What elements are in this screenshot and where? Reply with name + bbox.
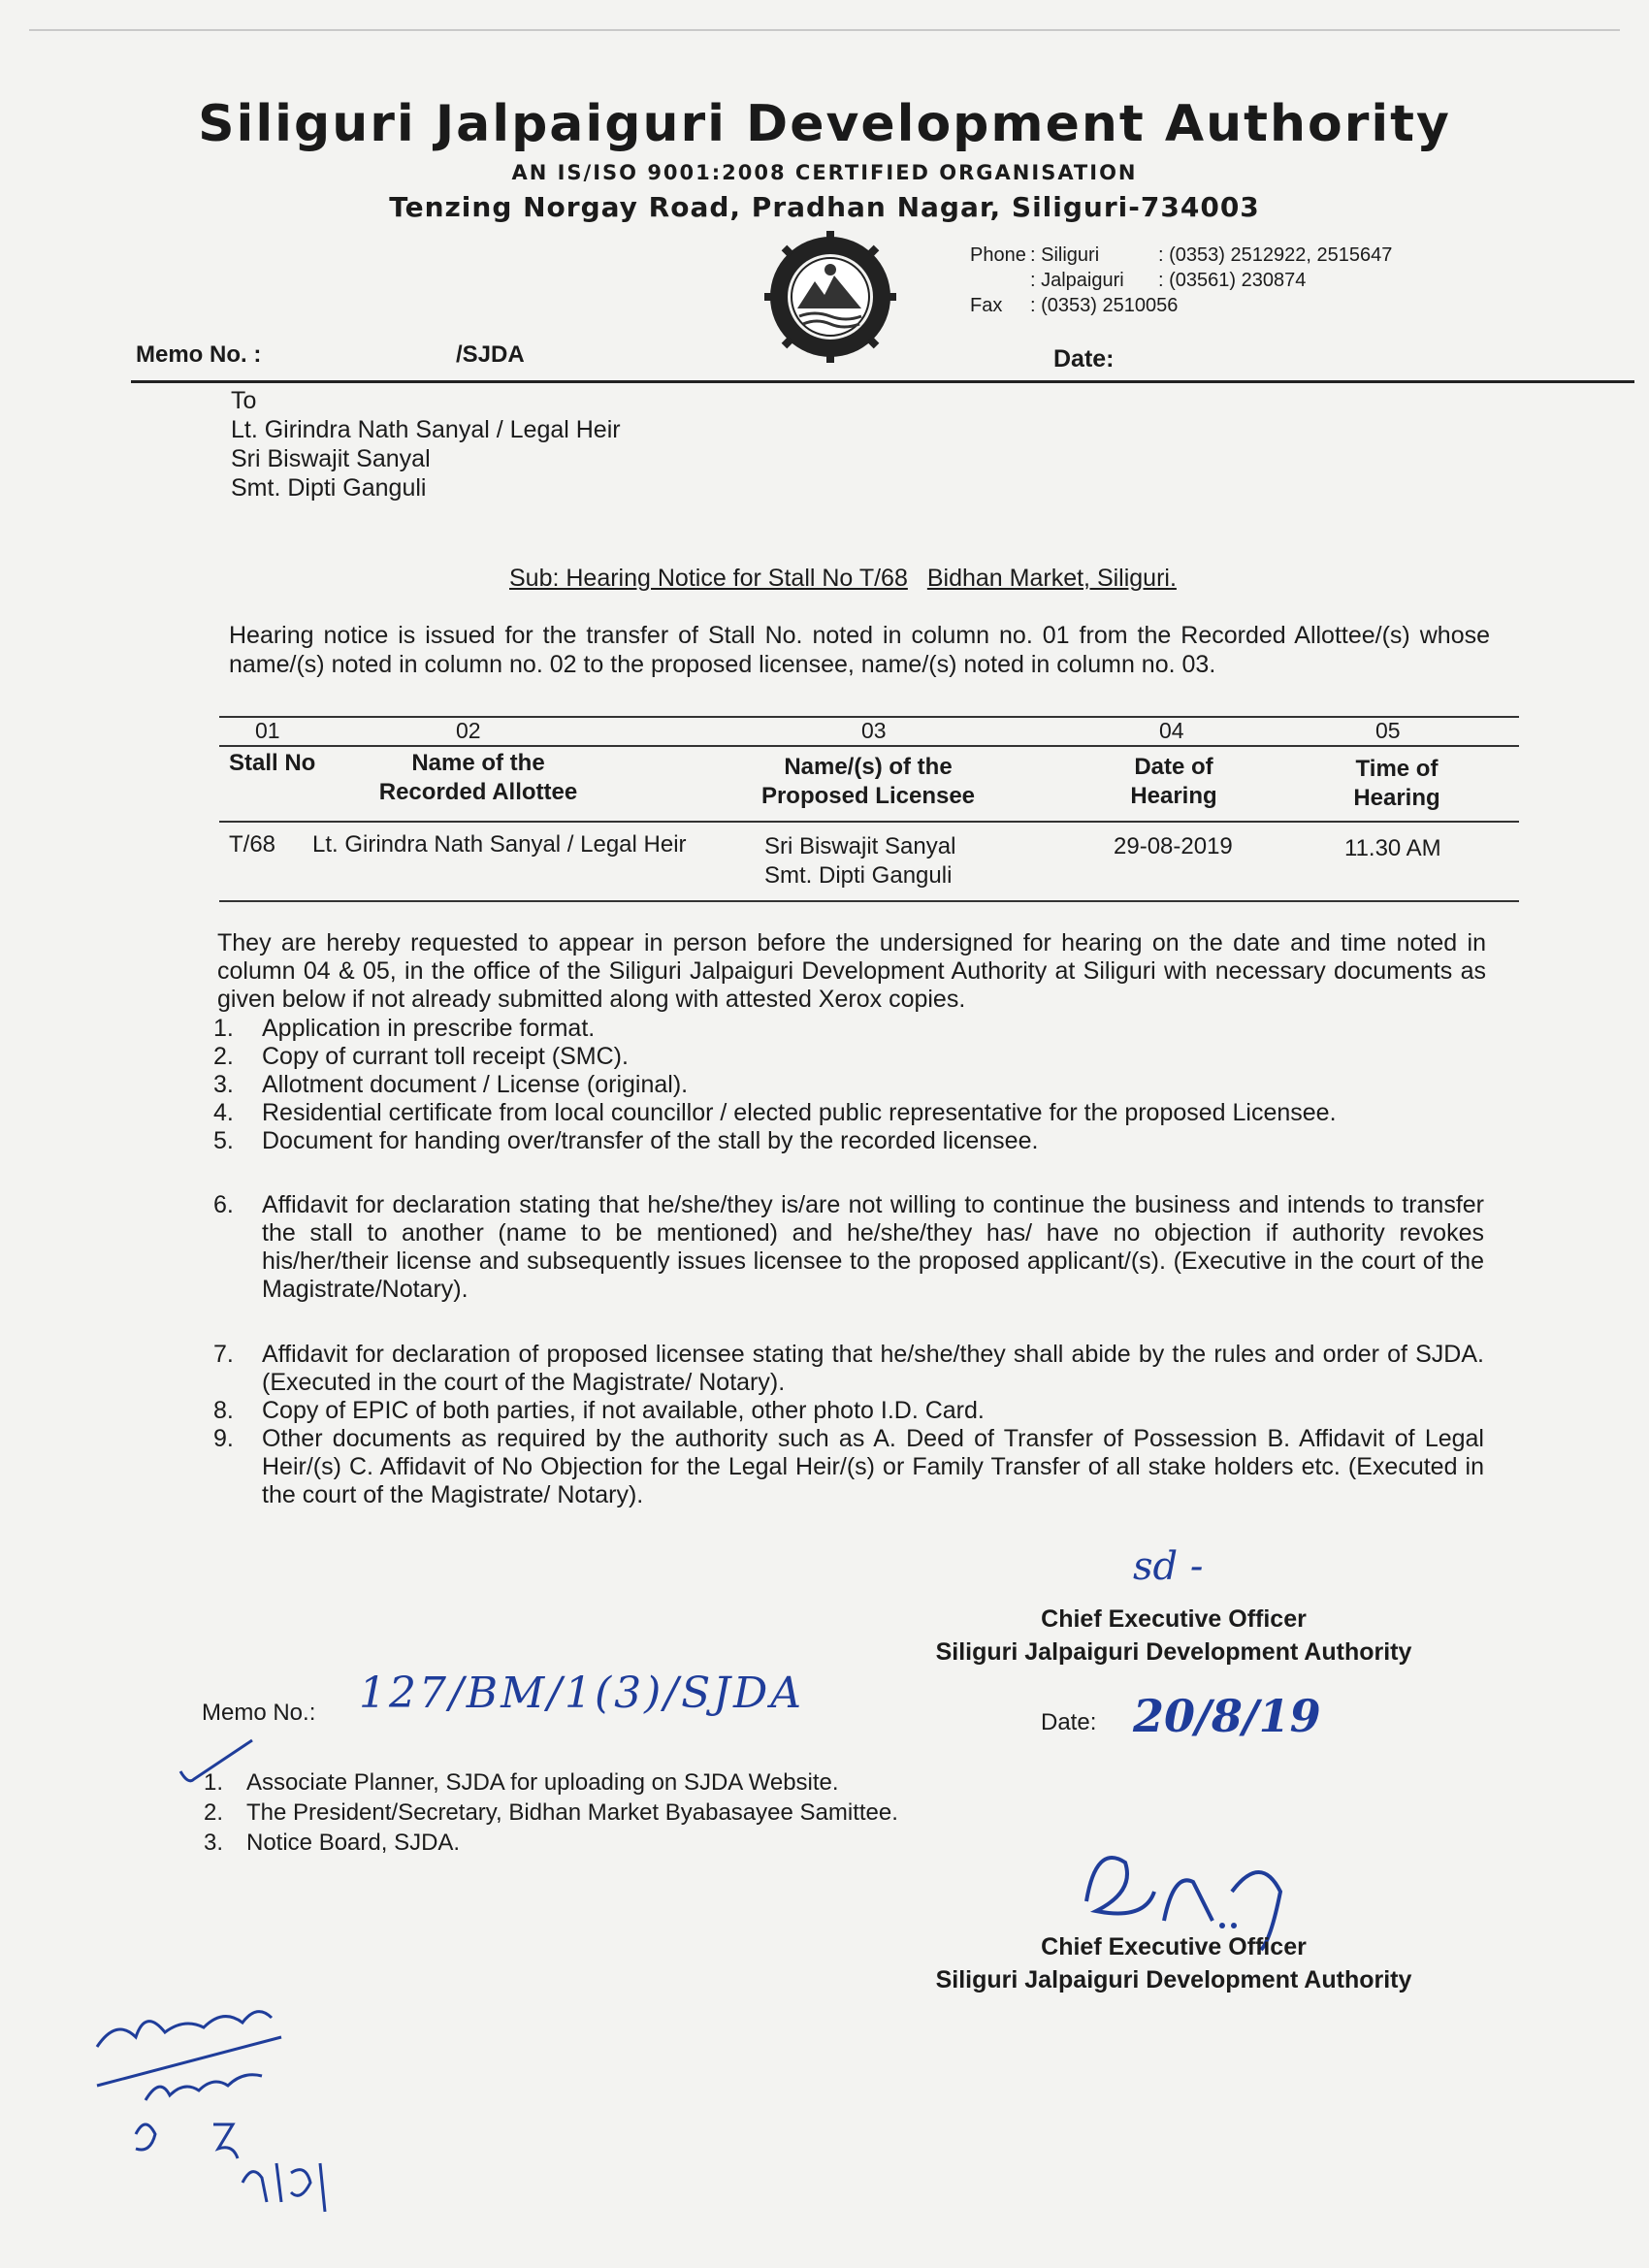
cell-recorded-allottee: Lt. Girindra Nath Sanyal / Legal Heir <box>312 831 687 858</box>
phone-row-2 <box>970 268 1392 293</box>
documents-list <box>213 1191 1484 1304</box>
cell-stall-no: T/68 <box>229 831 276 858</box>
memo-number-handwritten: 127/BM/1(3)/SJDA <box>359 1669 804 1718</box>
intro-paragraph: Hearing notice is issued for the transfer of Stall No. noted in column no. 01 from the Recorded Allottee/(s) whose name/(s) noted in column no. 02 to the proposed licensee, name/(s) noted in column no. 03. <box>229 622 1490 678</box>
fax-number: : (0353) 2510056 <box>1030 295 1179 316</box>
list-item: 8. Copy of EPIC of both parties, if not available, other photo I.D. Card. <box>213 1397 985 1424</box>
signatory-block-2 <box>926 1930 1421 1996</box>
col-number: 03 <box>861 718 887 743</box>
list-item: 3. Allotment document / License (original). <box>213 1071 689 1098</box>
addressee-line: Smt. Dipti Ganguli <box>231 474 427 502</box>
list-item: 1. Application in prescribe format. <box>213 1015 596 1042</box>
copy-to-list <box>204 1767 898 1858</box>
subject-end: . <box>1169 565 1177 592</box>
list-item: 6. Affidavit for declaration stating that he/she/they is/are not willing to continue the business and intends to transfer the stall to another (name to be mentioned) and he/she/they has/ have no objection if authority revokes his/her/their license and subsequently issues licensee to the proposed applicant/(s). (Executive in the court of the Magistrate/Notary). <box>213 1191 1484 1303</box>
memo-date-handwritten: 20/8/19 <box>1133 1690 1321 1742</box>
memo-number-label: Memo No.: <box>202 1700 316 1726</box>
list-item: 3. Notice Board, SJDA. <box>204 1830 461 1856</box>
certification-line: AN IS/ISO 9001:2008 CERTIFIED ORGANISATION <box>511 161 1138 184</box>
fax-label: Fax <box>970 295 1003 316</box>
cell-time-of-hearing: 11.30 AM <box>1344 835 1441 861</box>
list-item: 7. Affidavit for declaration of proposed licensee stating that he/she/they shall abide by the rules and order of SJDA. (Executed in the court of the Magistrate/ Notary). <box>213 1341 1484 1396</box>
signature-sd: sd - <box>1133 1544 1204 1589</box>
col-number: 01 <box>255 718 280 743</box>
memo-suffix: /SJDA <box>456 341 525 368</box>
list-item: 5. Document for handing over/transfer of the stall by the recorded licensee. <box>213 1127 1039 1154</box>
header-divider <box>131 380 1634 383</box>
sjda-seal-logo <box>764 231 896 363</box>
header-stall-no: Stall No <box>229 750 316 776</box>
list-item: 9. Other documents as required by the authority such as A. Deed of Transfer of Possession B. Affidavit of Legal Heir/(s) C. Affidavit of No Objection for the Legal Heir/(s) or Family Transfer of all stake holders etc. (Executed in the court of the Magistrate/ Notary). <box>213 1425 1484 1508</box>
request-paragraph: They are hereby requested to appear in person before the undersigned for hearing on the date and time noted in column 04 & 05, in the office of the Siliguri Jalpaiguri Development Authority at Siliguri with necessary documents as given below if not already submitted along with attested Xerox copies. <box>217 929 1486 1013</box>
handwritten-receipt-note <box>78 1979 388 2221</box>
fax-row <box>970 293 1392 318</box>
list-item: 2. Copy of currant toll receipt (SMC). <box>213 1043 629 1070</box>
addressee-block <box>231 386 621 502</box>
top-border <box>29 29 1620 31</box>
cell-date-of-hearing: 29-08-2019 <box>1114 833 1233 859</box>
header-recorded-allottee: Name of the Recorded Allottee <box>378 750 578 805</box>
memo-date-label: Date: <box>1041 1709 1097 1735</box>
phone-city-jalpaiguri: : Jalpaiguri <box>1030 270 1124 291</box>
addressee-line: Lt. Girindra Nath Sanyal / Legal Heir <box>231 416 621 443</box>
documents-list <box>213 1015 1484 1155</box>
addressee-line: Sri Biswajit Sanyal <box>231 445 431 472</box>
organisation-address: Tenzing Norgay Road, Pradhan Nagar, Siliguri-734003 <box>389 191 1260 223</box>
list-item: 2. The President/Secretary, Bidhan Market Byabasayee Samittee. <box>204 1799 898 1826</box>
date-label: Date: <box>1053 345 1115 373</box>
cell-proposed-licensee: Sri Biswajit Sanyal Smt. Dipti Ganguli <box>764 833 956 889</box>
list-item: 4. Residential certificate from local councillor / elected public representative for the proposed Licensee. <box>213 1099 1337 1126</box>
col-number: 05 <box>1375 718 1401 743</box>
organisation-name: Siliguri Jalpaiguri Development Authority <box>198 95 1451 153</box>
signatory-org: Siliguri Jalpaiguri Development Authority <box>935 1638 1412 1666</box>
header-time-of-hearing: Time of Hearing <box>1353 756 1440 811</box>
table-rule <box>219 745 1519 747</box>
signatory-org: Siliguri Jalpaiguri Development Authority <box>935 1966 1412 1993</box>
subject-line <box>509 565 1177 593</box>
col-number: 04 <box>1159 718 1184 743</box>
phone-jalpaiguri: : (03561) 230874 <box>1158 270 1307 291</box>
signatory-block <box>931 1603 1416 1669</box>
phone-label: Phone <box>970 244 1026 266</box>
table-rule <box>219 821 1519 823</box>
header-proposed-licensee: Name/(s) of the Proposed Licensee <box>760 754 976 809</box>
signatory-title: Chief Executive Officer <box>1041 1605 1307 1633</box>
list-item: 1. Associate Planner, SJDA for uploading on SJDA Website. <box>204 1769 839 1796</box>
memo-label: Memo No. : <box>136 341 262 368</box>
tick-mark <box>175 1736 281 1795</box>
phone-city-siliguri: : Siliguri <box>1030 244 1100 266</box>
phone-row <box>970 243 1392 268</box>
documents-list <box>213 1341 1484 1509</box>
subject-part-2: Bidhan Market, Siliguri <box>926 565 1170 592</box>
phone-siliguri: : (0353) 2512922, 2515647 <box>1158 244 1393 266</box>
contact-details <box>970 243 1392 318</box>
signatory-title: Chief Executive Officer <box>1041 1933 1307 1960</box>
subject-part-1: Sub: Hearing Notice for Stall No T/68 <box>509 565 908 592</box>
header-date-of-hearing: Date of Hearing <box>1130 754 1217 809</box>
col-number: 02 <box>456 718 481 743</box>
table-bottom-rule <box>219 900 1519 902</box>
to-label: To <box>231 387 257 414</box>
